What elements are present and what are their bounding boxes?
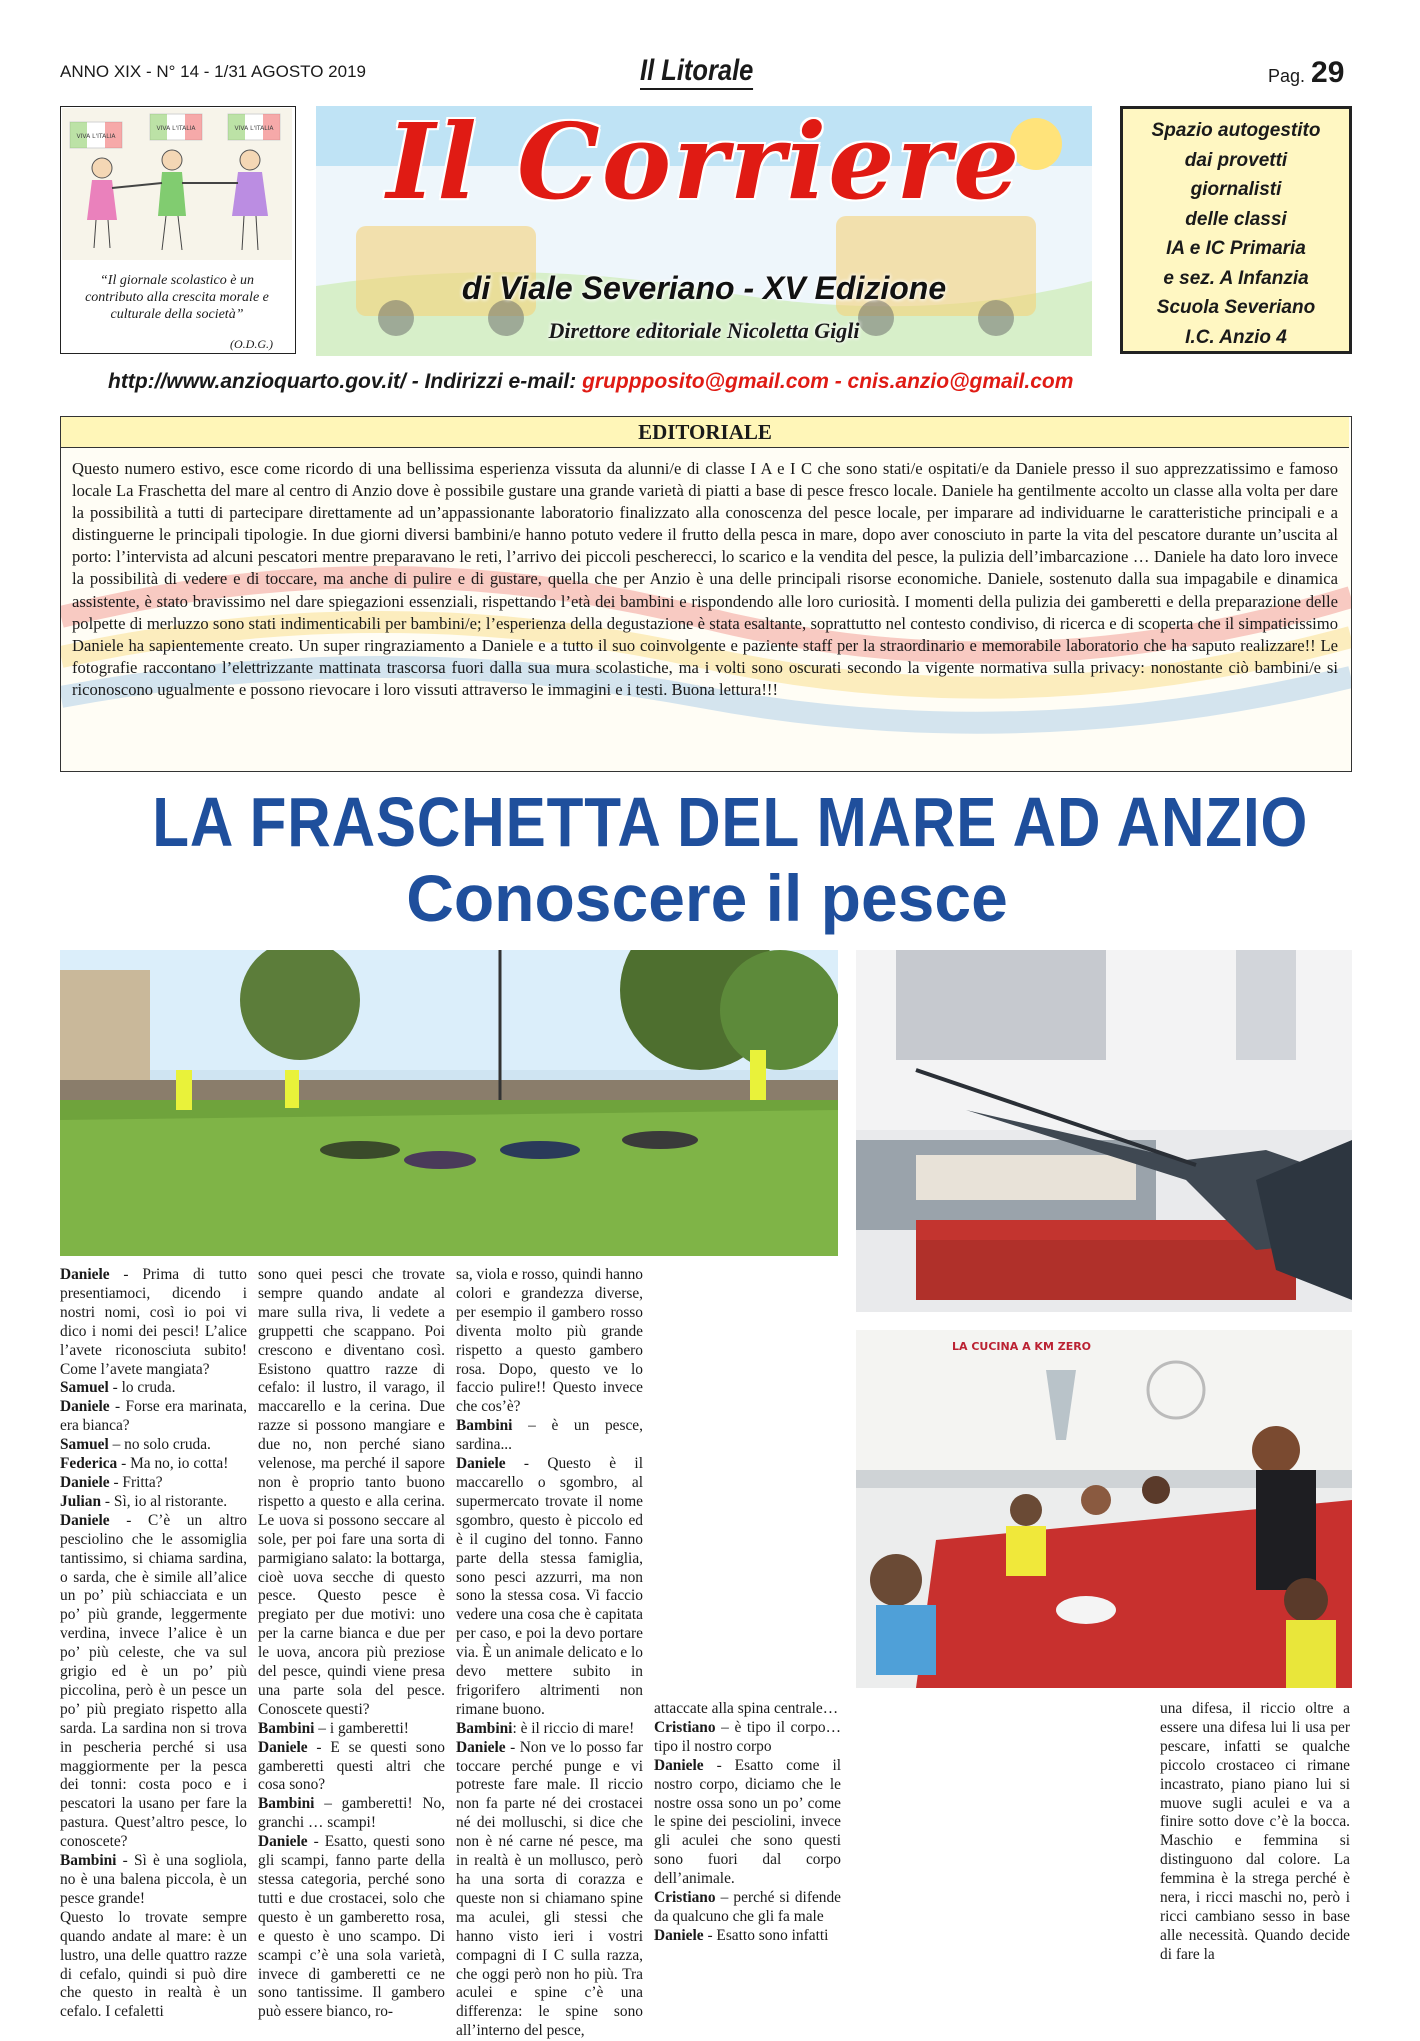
speaker: Samuel [60, 1436, 109, 1454]
dialogue-text: Questo lo trovate sempre quando andate al mare: è un lustro, una delle quattro razze di cefalo, quindi si può dire che questo in realtà è un cefalo. I cefaletti [60, 1908, 247, 2021]
dialogue-text: – no solo cruda. [108, 1436, 211, 1454]
dialogue-line [60, 1852, 247, 1909]
speaker: Julian [60, 1492, 102, 1510]
dialogue-line [456, 1739, 643, 2041]
info-line: Spazio autogestito [1151, 120, 1321, 141]
speaker: Cristiano [654, 1889, 716, 1907]
dialogue-line [456, 1720, 643, 1739]
dialogue-line [60, 1398, 247, 1436]
kitchen-lab-photo [856, 1330, 1352, 1688]
flag-label: VIVA L'ITALIA [156, 125, 196, 132]
page-number [1268, 56, 1344, 90]
park-photo [60, 950, 838, 1256]
article-headline: LA FRASCHETTA DEL MARE AD ANZIO [152, 783, 1309, 861]
dialogue-line [258, 1720, 445, 1739]
dialogue-text: - Prima di tutto presentiamoci, dicendo i nostri nomi, così io poi vi dico i nomi dei pesci! L’alice l’avete riconosciuta subito! Come l’avete mangiata? [60, 1266, 247, 1378]
info-line: e sez. A Infanzia [1163, 267, 1309, 289]
article-column-1 [60, 1266, 247, 2022]
dialogue-text: - Esatto sono infatti [703, 1926, 829, 1944]
article-subheadline: Conoscere il pesce [406, 861, 1008, 935]
speaker: Bambini [456, 1417, 513, 1435]
dialogue-text: una difesa, il riccio oltre a essere una difesa lui li usa per pescare, infatti se qualche piccolo crostaceo ci rimane incastrato, piano piano lui si muove sugli aculei e va a finire sotto dove c’è la bocca. Maschio e femmina si distinguono dal colore. La femmina è la strega perché è nera, i ricci maschi no, però i ricci cambiano sesso in base alle necessità. Quando decide di fare la [1160, 1700, 1350, 1963]
info-line: delle classi [1185, 208, 1287, 230]
masthead-banner [316, 106, 1092, 356]
dialogue-line [456, 1417, 643, 1455]
dialogue-line [258, 1739, 445, 1796]
speaker: Daniele [654, 1926, 704, 1944]
dialogue-line [60, 1474, 247, 1493]
article-column-3 [456, 1266, 643, 2041]
article-column-4 [654, 1700, 841, 1946]
page-label: Pag. [1268, 66, 1306, 86]
info-line: giornalisti [1190, 179, 1282, 200]
dialogue-line [60, 1436, 247, 1455]
dialogue-line [60, 1266, 247, 1379]
dialogue-line [60, 1493, 247, 1512]
info-line: Scuola Severiano [1156, 297, 1316, 318]
speaker: Daniele [258, 1833, 308, 1851]
page-number-value: 29 [1311, 56, 1345, 89]
editorial-heading: EDITORIALE [61, 417, 1349, 448]
dialogue-text: - Questo è il maccarello o sgombro, al supermercato trovate il nome sgombro, questo è piccolo ed è il cugino del tonno. Fanno parte della stessa famiglia, sono pesci azzurri, ma non sono la stessa cosa. Vi faccio vedere una cosa che è capitata per caso, e poi la devo portare via. È un animale delicato e lo devo mettere subito in frigorifero altrimenti non rimane buono. [456, 1455, 643, 1718]
dialogue-line [654, 1757, 841, 1889]
dialogue-text: : è il riccio di mare! [512, 1719, 635, 1737]
speaker: Daniele [60, 1266, 110, 1283]
dialogue-line [60, 1379, 247, 1398]
speaker: Bambini [456, 1719, 513, 1737]
speaker: Federica [60, 1455, 118, 1473]
speaker: Daniele [60, 1511, 110, 1529]
masthead-title: Il Corriere [386, 106, 1022, 223]
dialogue-line [654, 1927, 841, 1946]
flag-label: VIVA L'ITALIA [234, 125, 274, 132]
dialogue-line [60, 1455, 247, 1474]
dialogue-text: – è tipo il corpo… tipo il nostro corpo [654, 1718, 841, 1755]
dialogue-text: sa, viola e rosso, quindi hanno colori e grandezza diverse, per esempio il gambero rosso diventa molto più grande rispetto a questo gambero rosa. Dopo, questo ve lo faccio pulire!! Questo invece che cos’è? [456, 1266, 643, 1416]
email-label: - Indirizzi e-mail: [405, 370, 583, 393]
contact-line [108, 370, 1073, 394]
dialogue-text: - Fritta? [109, 1473, 163, 1491]
article-column-5 [1160, 1700, 1350, 1965]
dialogue-text: – i gamberetti! [314, 1719, 409, 1737]
dialogue-text: - Sì è una sogliola, no è una balena piccola, è un pesce grande! [60, 1852, 247, 1907]
info-box-text [1124, 116, 1348, 352]
dialogue-line [258, 1833, 445, 2022]
speaker: Daniele [60, 1473, 110, 1491]
article-column-2 [258, 1266, 445, 2022]
speaker: Cristiano [654, 1718, 716, 1736]
info-line: dai provetti [1184, 149, 1288, 171]
editorial-text: Questo numero estivo, esce come ricordo di una bellissima esperienza vissuta da alunni/e di classe I A e I C che sono stati/e ospitati/e da Daniele presso il suo apprezzatissimo e famoso locale La Fraschetta del mare al centro di Anzio dove è possibile gustare una grande varietà di piatti a base di pesce fresco locale. Daniele ha gentilmente accolto un classe alla volta per dare la possibilità a tutti di partecipare direttamente ad un’appassionante laboratorio finalizzato alla conoscenza del pesce locale, per imparare ad individuarne le caratteristiche principali e a distinguerne le principali tipologie. In due giorni diversi bambini/e hanno potuto vedere il frutto della pesca in mare, dopo aver conosciuto in parte la vita del pescatore durante un’uscita al porto: l’intervista ad alcuni pescatori mentre preparavano le reti, l’arrivo dei piccoli pescherecci, lo scarico e la vendita del pesce, la pulizia dell’imbarcazione … Daniele ha dato loro invece la possibilità di vedere e di toccare, ma anche di pulire e di gustare, quella che per Anzio è una delle principali risorse economiche. Daniele, sostenuto dalla sua impagabile e dinamica assistente, è stato bravissimo nel dare spiegazioni essenziali, rispettando l’età dei bambini e rispondendo alle loro curiosità. I momenti della pulizia dei gamberetti e della preparazione delle polpette di merluzzo sono stati indimenticabili per bambini/e; l’esperienza della degustazione è stata esaltante, soprattutto nel contesto condiviso, di ricerca e di scoperta che il simpaticissimo Daniele ha sapientemente creato. Un super ringraziamento a Daniele e a tutto il suo coinvolgente e paziente staff per la straordinario e memorabile laboratorio che ha saputo realizzare!! Le fotografie raccontano l’elettrizzante mattinata trascorsa fuori dalla sua mura scolastiche, ma i volti sono oscurati secondo la vigente normativa sulla privacy: nonostante ciò bambini/e si riconoscono ugualmente e possono rievocare i loro vissuti attraverso le immagini e i testi. Buona lettura!!! [72, 459, 1338, 699]
dialogue-text: - lo cruda. [108, 1379, 176, 1397]
dialogue-line [456, 1266, 643, 1417]
dialogue-text: - Ma no, io cotta! [117, 1455, 229, 1473]
dialogue-text: – è un pesce, sardina... [456, 1417, 643, 1454]
speaker: Daniele [456, 1738, 506, 1756]
issue-info: ANNO XIX - N° 14 - 1/31 AGOSTO 2019 [60, 62, 366, 81]
email-link-2[interactable]: cnis.anzio@gmail.com [847, 370, 1074, 393]
speaker: Bambini [258, 1719, 315, 1737]
motto-source: (O.D.G.) [230, 337, 273, 351]
dialogue-text: - C’è un altro pesciolino che le assomiglia tantissimo, si chiama sardina, o sarda, che è simile all’alice un po’ più schiacciata e un po’ più grande, leggermente verdina, invece l’alice è un po’ più celeste, che va sul grigio ed è un po’ più piccolina, però è un pesce un po’ più pregiato rispetto alla sarda. La sardina non si trova in pescheria perché si usa maggiormente per la pesca dei tonni: costa poco e i pescatori la usano per fare la pastura. Quest’altro pesce, lo conoscete? [60, 1511, 247, 1851]
dialogue-text: - Esatto, questi sono gli scampi, fanno parte della stessa categoria, perché sono tutti e due crostacei, solo che questo è un gamberetto rosa, e questo è uno scampo. Di scampi c’è una sola varietà, invece di gamberetti ce ne sono tantissime. Il gambero può essere bianco, ro- [258, 1833, 445, 2021]
dialogue-line [258, 1266, 445, 1720]
dialogue-text: sono quei pesci che trovate sempre quando andate al mare sulla riva, li vedete a gruppetti che scappano. Poi crescono e diventano così. Esistono quattro razze di cefalo: il lustro, il varago, il maccarello e la cerina. Due razze si possono mangiare e due no, non perché siano velenose, ma perché il sapore non è proprio tanto buono rispetto a questo e alla cerina. Le uova si possono seccare al sole, per poi fare una sorta di parmigiano salato: la bottarga, cioè uova secche di questo pesce. Questo pesce è pregiato per due motivi: uno per la carne bianca e due per le uova, ancora più preziose del pesce, quindi viene presa una parte sola del pesce. Conoscete questi? [258, 1266, 445, 1718]
dialogue-line [654, 1889, 841, 1927]
info-line: IA e IC Primaria [1166, 238, 1306, 259]
speaker: Daniele [258, 1738, 308, 1756]
speaker: Daniele [60, 1398, 110, 1416]
dialogue-line [60, 1909, 247, 2022]
flag-label: VIVA L'ITALIA [76, 133, 116, 140]
dialogue-line [654, 1700, 841, 1719]
speaker: Daniele [456, 1455, 506, 1473]
speaker: Bambini [258, 1795, 315, 1813]
dialogue-line [456, 1455, 643, 1720]
dialogue-text: - Non ve lo posso far toccare perché punge e vi potreste fare male. Il riccio non fa parte né dei crostacei né dei molluschi, si dice che non è né carne né pesce, ma in realtà è un mollusco, però ha una sorta di corazza e queste non si chiamano spine ma aculei, gli stessi che hanno visto ieri i vostri compagni di I C sulla razza, che oggi però non ho più. Tra aculei e spine c’è una differenza: le spine sono all’interno del pesce, [456, 1738, 643, 2040]
dialogue-text: - E se questi sono gamberetti questi altri che cosa sono? [258, 1738, 445, 1794]
newspaper-name: Il Litorale [640, 54, 754, 87]
children-drawing-image [62, 108, 292, 260]
email-separator: - [828, 370, 848, 393]
dialogue-line [1160, 1700, 1350, 1965]
speaker: Daniele [654, 1756, 704, 1774]
swordfish-photo [856, 950, 1352, 1312]
speaker: Bambini [60, 1852, 117, 1870]
dialogue-text: - Esatto come il nostro corpo, diciamo che le nostre ossa sono un po’ come le spine dei pesciolini, invece gli aculei che sono questi sono fuori dal corpo dell’animale. [654, 1756, 841, 1888]
dialogue-line [258, 1795, 445, 1833]
drawing-motto: “Il giornale scolastico è un contributo alla crescita morale e culturale della società” [85, 273, 269, 322]
info-line: I.C. Anzio 4 [1185, 326, 1287, 348]
masthead-director: Direttore editoriale Nicoletta Gigli [548, 318, 860, 343]
speaker: Samuel [60, 1379, 109, 1397]
dialogue-line [60, 1512, 247, 1852]
dialogue-text: - Sì, io al ristorante. [101, 1492, 228, 1510]
dialogue-text: – gamberetti! No, granchi … scampi! [258, 1795, 445, 1832]
dialogue-text: - Forse era marinata, era bianca? [60, 1398, 247, 1435]
masthead-subtitle: di Viale Severiano - XV Edizione [461, 270, 947, 306]
dialogue-line [654, 1719, 841, 1757]
website-link[interactable]: http://www.anzioquarto.gov.it/ [108, 370, 406, 393]
dialogue-text: attaccate alla spina centrale… [654, 1700, 839, 1717]
dialogue-text: – perché si difende da qualcuno che gli fa male [654, 1889, 841, 1925]
menu-title: LA CUCINA A KM ZERO [952, 1340, 1092, 1353]
email-link-1[interactable]: gruppposito@gmail.com [582, 370, 829, 393]
